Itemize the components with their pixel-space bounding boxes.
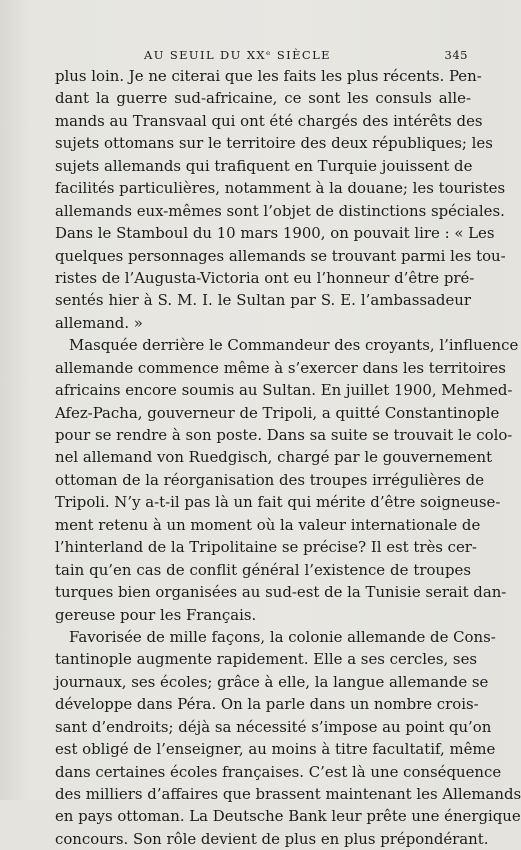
text-line: en pays ottoman. La Deutsche Bank leur prête une énergique xyxy=(55,807,521,826)
text-line: allemands eux-mêmes sont l’objet de distinctions spéciales. xyxy=(55,201,505,220)
running-head xyxy=(56,48,468,64)
paragraph-start-line: Favorisée de mille façons, la colonie allemande de Cons- xyxy=(69,627,496,646)
text-line: journaux, ses écoles; grâce à elle, la langue allemande se xyxy=(55,672,489,691)
body-text xyxy=(55,65,521,850)
paragraph-start-line: Masquée derrière le Commandeur des croyants, l’influence xyxy=(69,336,519,355)
text-line: africains encore soumis au Sultan. En juillet 1900, Mehmed- xyxy=(55,381,513,400)
text-line: allemande commence même à s’exercer dans les territoires xyxy=(55,358,506,377)
running-title: AU SEUIL DU XXᵉ SIÈCLE xyxy=(144,48,331,62)
text-line: ottoman de la réorganisation des troupes irrégulières de xyxy=(55,470,485,489)
text-line: tantinople augmente rapidement. Elle a ses cercles, ses xyxy=(55,650,478,669)
text-line: facilités particulières, notamment à la douane; les touristes xyxy=(55,179,506,198)
paragraph-end-line: gereuse pour les Français. xyxy=(55,605,257,624)
text-line: sujets allemands qui trafiquent en Turquie jouissent de xyxy=(55,156,473,175)
text-line: plus loin. Je ne citerai que les faits les plus récents. Pen- xyxy=(55,67,482,85)
text-line: des milliers d’affaires que brassent maintenant les Allemands xyxy=(55,785,521,803)
text-line: Afez-Pacha, gouverneur de Tripoli, a quitté Constantinople xyxy=(55,403,500,422)
text-line: Tripoli. N’y a-t-il pas là un fait qui mérite d’être soigneuse- xyxy=(55,493,501,512)
text-line: Dans le Stamboul du 10 mars 1900, on pouvait lire : « Les xyxy=(55,224,495,243)
text-line: ment retenu à un moment où la valeur internationale de xyxy=(55,515,481,534)
text-line: sujets ottomans sur le territoire des deux républiques; les xyxy=(55,134,493,153)
text-line: ristes de l’Augusta-Victoria ont eu l’honneur d’être pré- xyxy=(55,268,475,287)
paragraph-end-line: allemand. » xyxy=(55,313,143,332)
text-line: dans certaines écoles françaises. C’est là une conséquence xyxy=(55,762,502,781)
text-line: nel allemand von Ruedgisch, chargé par le gouvernement xyxy=(55,448,493,467)
text-line: tain qu’en cas de conflit général l’existence de troupes xyxy=(55,560,471,579)
text-line: quelques personnages allemands se trouvant parmi les tou- xyxy=(55,246,506,265)
text-line: pour se rendre à son poste. Dans sa suite se trouvait le colo- xyxy=(55,426,513,444)
text-line: développe dans Péra. On la parle dans un nombre crois- xyxy=(55,695,479,714)
text-line: l’hinterland de la Tripolitaine se précise? Il est très cer- xyxy=(55,538,477,557)
text-line: mands au Transvaal qui ont été chargés des intérêts des xyxy=(55,111,483,130)
text-line: turques bien organisées au sud-est de la Tunisie serait dan- xyxy=(55,583,507,602)
page-number: 345 xyxy=(444,48,468,62)
text-line: sant d’endroits; déjà sa nécessité s’impose au point qu’on xyxy=(55,717,492,736)
text-line: dant la guerre sud-africaine, ce sont les consuls alle- xyxy=(55,89,471,108)
text-line: est obligé de l’enseigner, au moins à titre facultatif, même xyxy=(55,740,496,759)
text-line: sentés hier à S. M. I. le Sultan par S. E. l’ambassadeur xyxy=(55,291,471,310)
text-line: concours. Son rôle devient de plus en plus prépondérant. xyxy=(55,829,489,848)
